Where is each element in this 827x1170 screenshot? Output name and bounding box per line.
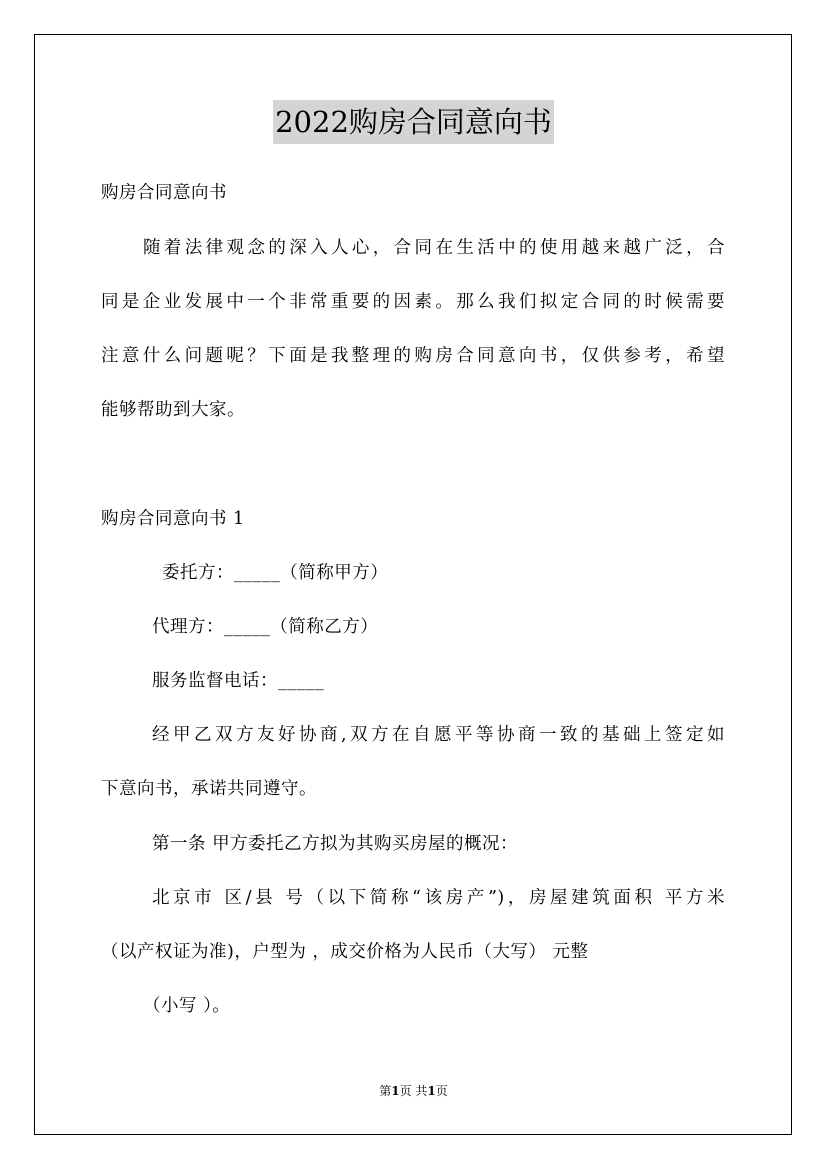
- paragraph-line: 下意向书，承诺共同遵守。: [101, 779, 317, 799]
- paragraph-line: （以产权证为准)，户型为 ，成交价格为人民币（大写） 元整: [101, 942, 589, 962]
- paragraph-line: 同是企业发展中一个非常重要的因素。那么我们拟定合同的时候需要: [101, 292, 725, 312]
- article-heading: 第一条 甲方委托乙方拟为其购买房屋的概况：: [152, 834, 519, 854]
- paragraph-line: 随着法律观念的深入人心，合同在生活中的使用越来越广泛，合: [143, 238, 725, 258]
- footer-text: 页: [435, 1084, 448, 1098]
- footer-text: 页 共: [399, 1084, 428, 1098]
- section-heading: 购房合同意向书 1: [101, 509, 245, 529]
- paragraph-line: 能够帮助到大家。: [101, 400, 245, 420]
- paragraph-line: 经甲乙双方友好协商,双方在自愿平等协商一致的基础上签定如: [152, 725, 725, 745]
- page-footer: [0, 1083, 827, 1099]
- document-title: 2022购房合同意向书: [273, 100, 554, 144]
- page-number: 1: [391, 1084, 400, 1098]
- page-total: 1: [427, 1084, 436, 1098]
- agent-line: 代理方：_____（简称乙方）: [152, 617, 379, 637]
- paragraph-line: （小写 ）。: [143, 996, 231, 1016]
- heading-line: 购房合同意向书: [101, 183, 227, 203]
- phone-line: 服务监督电话：_____: [152, 671, 325, 691]
- paragraph-line: 注意什么问题呢？下面是我整理的购房合同意向书，仅供参考，希望: [101, 346, 725, 366]
- title-container: [0, 100, 827, 144]
- client-line: 委托方：_____（简称甲方）: [162, 563, 389, 583]
- paragraph-line: 北京市 区/县 号（以下简称“该房产”)，房屋建筑面积 平方米: [152, 888, 725, 908]
- footer-text: 第: [379, 1084, 392, 1098]
